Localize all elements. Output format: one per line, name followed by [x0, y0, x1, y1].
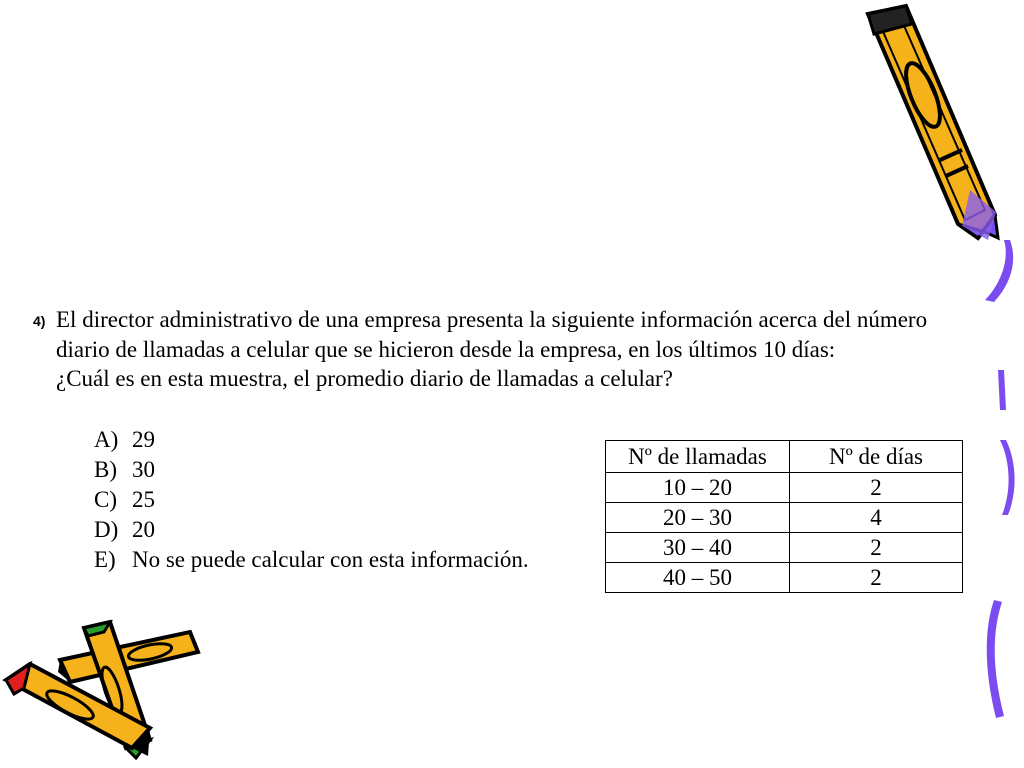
option-b[interactable] — [94, 455, 529, 485]
option-letter: E) — [94, 547, 116, 572]
option-text: 30 — [132, 457, 155, 482]
header-days: Nº de días — [790, 441, 963, 473]
answer-options — [94, 425, 529, 575]
days-count: 2 — [790, 533, 963, 563]
option-letter: B) — [94, 457, 117, 482]
calls-range: 40 – 50 — [606, 563, 790, 593]
option-d[interactable] — [94, 515, 529, 545]
header-calls: Nº de llamadas — [606, 441, 790, 473]
question-number: 4) — [33, 313, 46, 329]
option-text: No se puede calcular con esta información. — [132, 547, 529, 572]
table-row — [606, 563, 963, 593]
question-prompt: ¿Cuál es en esta muestra, el promedio diario de llamadas a celular? — [56, 366, 673, 391]
option-letter: D) — [94, 517, 119, 542]
option-letter: C) — [94, 487, 117, 512]
calls-range: 30 – 40 — [606, 533, 790, 563]
days-count: 2 — [790, 563, 963, 593]
days-count: 4 — [790, 503, 963, 533]
calls-range: 20 – 30 — [606, 503, 790, 533]
table-header-row — [606, 441, 963, 473]
option-a[interactable] — [94, 425, 529, 455]
days-count: 2 — [790, 473, 963, 503]
option-c[interactable] — [94, 485, 529, 515]
option-e[interactable] — [94, 545, 529, 575]
option-text: 29 — [132, 427, 155, 452]
option-text: 20 — [132, 517, 155, 542]
table-row — [606, 533, 963, 563]
table-row — [606, 503, 963, 533]
option-letter: A) — [94, 427, 119, 452]
question-text: El director administrativo de una empresa presenta la siguiente información acerca del número diario de llamadas a celular que se hicieron desde la empresa, en los últimos 10 días: — [56, 307, 928, 362]
option-text: 25 — [132, 487, 155, 512]
calls-frequency-table — [605, 440, 963, 593]
question-stem — [56, 305, 961, 394]
table-row — [606, 473, 963, 503]
calls-range: 10 – 20 — [606, 473, 790, 503]
